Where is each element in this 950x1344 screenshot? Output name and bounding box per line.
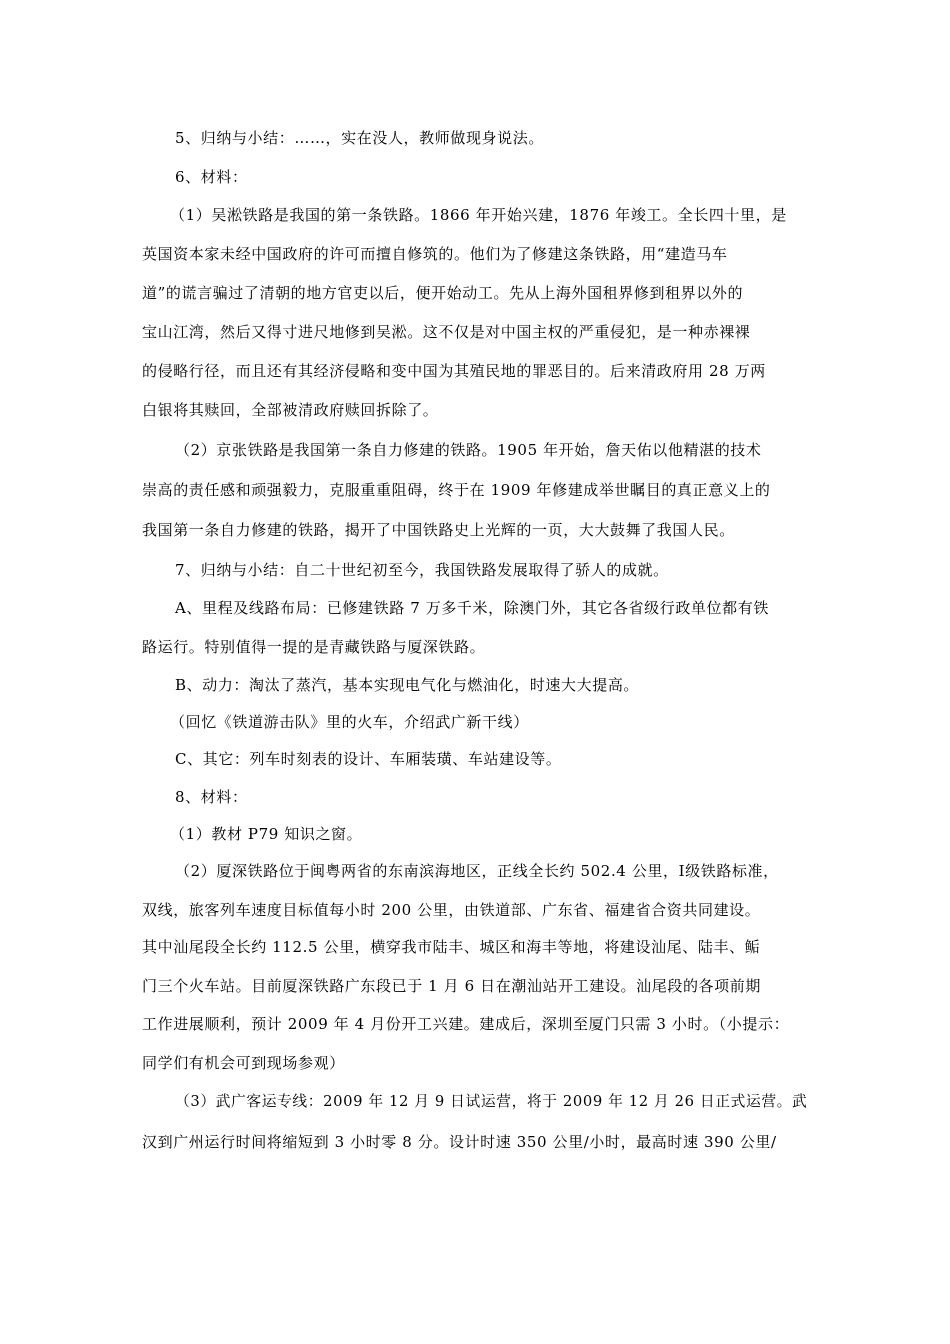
text-line: 崇高的责任感和顽强毅力，克服重重阻碍，终于在 1909 年修建成举世瞩目的真正意义上的 — [142, 481, 771, 499]
text-line: 7、归纳与小结：自二十世纪初至今，我国铁路发展取得了骄人的成就。 — [175, 561, 669, 579]
text-line: （3）武广客运专线：2009 年 12 月 9 日试运营，将于 2009 年 12 月 26 日正式运营。武 — [175, 1093, 808, 1110]
text-line: （2）厦深铁路位于闽粤两省的东南滨海地区，正线全长约 502.4 公里，Ⅰ级铁路标准， — [175, 862, 779, 880]
text-line: B、动力：淘汰了蒸汽，基本实现电气化与燃油化，时速大大提高。 — [175, 676, 640, 694]
text-line: （2）京张铁路是我国第一条自力修建的铁路。1905 年开始，詹天佑以他精湛的技术 — [175, 441, 762, 459]
text-line: 英国资本家未经中国政府的许可而擅自修筑的。他们为了修建这条铁路，用“建造马车 — [142, 245, 728, 263]
text-line: （回忆《铁道游击队》里的火车，介绍武广新干线） — [170, 713, 529, 731]
text-line: 白银将其赎回，全部被清政府赎回拆除了。 — [142, 401, 439, 419]
text-line: 宝山江湾，然后又得寸进尺地修到吴淞。这不仅是对中国主权的严重侵犯，是一种赤裸裸 — [142, 323, 751, 341]
text-line: （1）吴淞铁路是我国的第一条铁路。1866 年开始兴建，1876 年竣工。全长四十里，是 — [170, 206, 787, 224]
text-line: 路运行。特别值得一提的是青藏铁路与厦深铁路。 — [142, 638, 486, 656]
text-line: 8、材料： — [175, 788, 248, 806]
text-line: 6、材料： — [175, 168, 248, 186]
text-line: 汉到广州运行时间将缩短到 3 小时零 8 分。设计时速 350 公里/小时，最高时速 390 公里/ — [142, 1133, 777, 1151]
text-line: C、其它：列车时刻表的设计、车厢装璜、车站建设等。 — [175, 750, 562, 768]
text-line: 同学们有机会可到现场参观） — [142, 1054, 345, 1072]
text-line: 工作进展顺利，预计 2009 年 4 月份开工兴建。建成后，深圳至厦门只需 3 小时。（小提示： — [142, 1015, 790, 1033]
text-line: 5、归纳与小结：……，实在没人，教师做现身说法。 — [175, 129, 544, 147]
text-line: A、里程及线路布局：已修建铁路 7 万多千米，除澳门外，其它各省级行政单位都有铁 — [175, 599, 769, 617]
text-line: （1）教材 P79 知识之窗。 — [170, 825, 363, 843]
text-line: 门三个火车站。目前厦深铁路广东段已于 1 月 6 日在潮汕站开工建设。汕尾段的各项前期 — [142, 977, 761, 995]
text-line: 双线，旅客列车速度目标值每小时 200 公里，由铁道部、广东省、福建省合资共同建设。 — [142, 901, 761, 919]
text-line: 道”的谎言骗过了清朝的地方官吏以后，便开始动工。先从上海外国租界修到租界以外的 — [142, 284, 744, 302]
text-line: 其中汕尾段全长约 112.5 公里，横穿我市陆丰、城区和海丰等地，将建设汕尾、陆丰、鲘 — [142, 938, 761, 956]
text-line: 我国第一条自力修建的铁路，揭开了中国铁路史上光辉的一页，大大鼓舞了我国人民。 — [142, 521, 735, 539]
text-line: 的侵略行径，而且还有其经济侵略和变中国为其殖民地的罪恶目的。后来清政府用 28 万两 — [142, 362, 766, 380]
